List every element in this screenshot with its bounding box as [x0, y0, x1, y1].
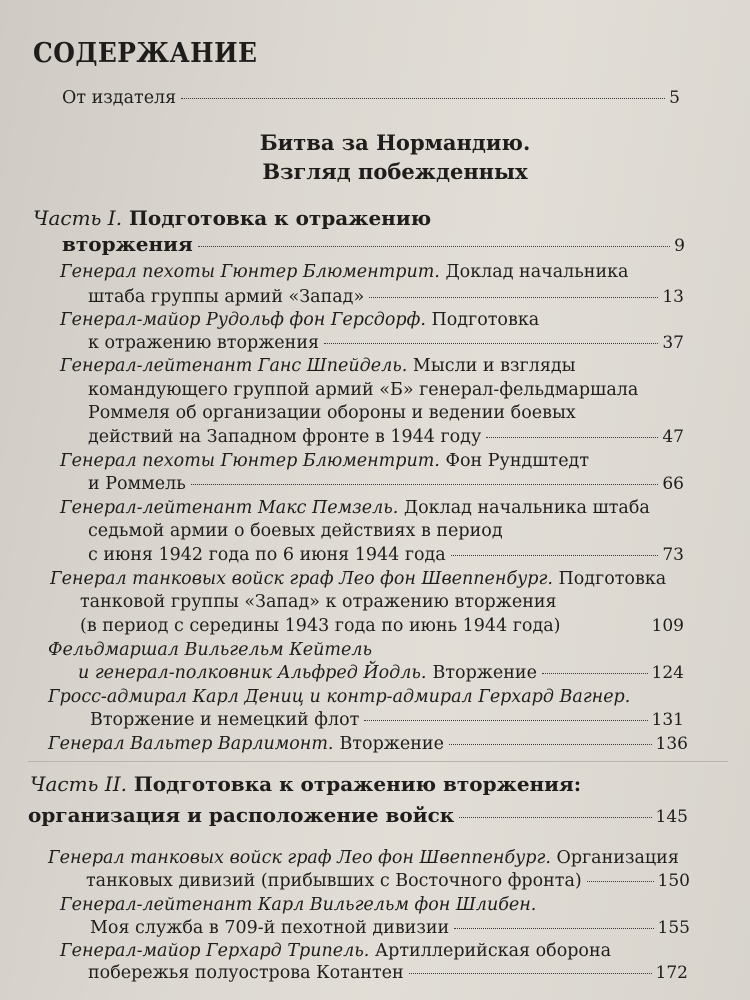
toc-entry-8-line-2[interactable] [90, 710, 684, 730]
part-2-label: Часть II. [30, 772, 127, 796]
toc-entry-12-line-2[interactable] [88, 963, 688, 983]
entry-title-line: Артиллерийская оборона [374, 941, 612, 961]
dot-leader [459, 817, 651, 818]
entry-title-line: штаба группы армий «Запад» [88, 287, 365, 307]
part-1-heading [33, 206, 431, 230]
entry-author: Генерал танковых войск граф Лео фон Швеппенбург. [48, 848, 551, 868]
page-number: 131 [651, 710, 684, 730]
toc-entry-1-line-2[interactable] [88, 287, 684, 307]
entry-author: Генерал-майор Рудольф фон Герсдорф. [60, 310, 426, 330]
entry-title-line: Подготовка [431, 310, 540, 330]
entry-author: Генерал-лейтенант Макс Пемзель. [60, 498, 399, 518]
toc-entry-3-line-2: командующего группой армий «Б» генерал-фельдмаршала [88, 380, 639, 400]
entry-title-line: Мысли и взгляды [412, 356, 576, 376]
page-number: 172 [655, 963, 688, 983]
entry-author: Генерал пехоты Гюнтер Блюментрит. [60, 262, 440, 282]
book-title [20, 128, 750, 186]
dot-leader [364, 720, 647, 721]
entry-title-line: (в период с середины 1943 года по июнь 1944 года) [80, 616, 561, 636]
entry-author: Генерал пехоты Гюнтер Блюментрит. [60, 451, 440, 471]
entry-label: От издателя [62, 88, 177, 108]
page-number: 5 [669, 88, 680, 108]
part-1-label: Часть I. [33, 206, 123, 230]
toc-entry-part-2[interactable] [28, 803, 688, 827]
separator-line [28, 761, 728, 762]
toc-title: СОДЕРЖАНИЕ [33, 38, 258, 69]
page-number: 155 [657, 918, 690, 938]
page-number: 109 [651, 616, 684, 636]
part-1-title-line-2: вторжения [62, 232, 193, 256]
entry-title-line: танковых дивизий (прибывших с Восточного фронта) [86, 871, 582, 891]
entry-author: Генерал-майор Герхард Трипель. [60, 941, 370, 961]
page-number: 37 [662, 333, 684, 353]
entry-title-line: действий на Западном фронте в 1944 году [88, 427, 482, 447]
toc-entry-4-line-1[interactable] [60, 451, 589, 471]
entry-author: Генерал Вальтер Варлимонт. [48, 734, 334, 754]
toc-entry-10-line-2[interactable] [86, 871, 690, 891]
toc-entry-3-line-1[interactable] [60, 356, 576, 376]
page-number: 124 [651, 663, 684, 683]
entry-title-line: Подготовка [558, 569, 667, 589]
part-1-title-line-1: Подготовка к отражению [129, 206, 432, 230]
dot-leader [324, 343, 658, 344]
part-2-title-line-2: организация и расположение войск [28, 803, 455, 827]
toc-entry-5-line-1[interactable] [60, 498, 650, 518]
entry-title-line: Моя служба в 709-й пехотной дивизии [90, 918, 450, 938]
dot-leader [542, 673, 648, 674]
toc-entry-6-line-3[interactable] [80, 616, 684, 636]
book-title-line-1: Битва за Нормандию. [259, 130, 531, 155]
page-number: 150 [657, 871, 690, 891]
dot-leader [486, 437, 658, 438]
part-2-heading [30, 772, 581, 796]
page-number: 47 [662, 427, 684, 447]
dot-leader [198, 246, 670, 247]
toc-entry-6-line-2: танковой группы «Запад» к отражению вторжения [80, 592, 557, 612]
dot-leader [181, 98, 665, 99]
toc-entry-6-line-1[interactable] [50, 569, 666, 589]
toc-entry-part-1[interactable] [62, 232, 685, 256]
toc-entry-9[interactable] [48, 734, 688, 754]
dot-leader [369, 297, 658, 298]
toc-entry-3-line-4[interactable] [88, 427, 684, 447]
toc-entry-intro[interactable] [62, 88, 680, 108]
entry-author: Генерал танковых войск граф Лео фон Швеппенбург. [50, 569, 553, 589]
dot-leader [451, 555, 659, 556]
page-number: 145 [655, 807, 688, 827]
toc-entry-7-line-2[interactable] [78, 663, 684, 683]
toc-entry-4-line-2[interactable] [88, 474, 684, 494]
entry-author: Генерал-лейтенант Ганс Шпейдель. [60, 356, 408, 376]
entry-title-line: и Роммель [88, 474, 186, 494]
page-number: 73 [662, 545, 684, 565]
entry-title-line: Вторжение и немецкий флот [90, 710, 360, 730]
entry-title-line: Фон Рундштедт [445, 451, 590, 471]
dot-leader [454, 928, 653, 929]
entry-title-line: к отражению вторжения [88, 333, 320, 353]
dot-leader [191, 484, 659, 485]
entry-title-line: Вторжение [432, 663, 537, 683]
page-number: 136 [655, 734, 688, 754]
toc-entry-11-line-1[interactable]: Генерал-лейтенант Карл Вильгельм фон Шлибен. [60, 895, 537, 915]
page-number: 66 [662, 474, 684, 494]
entry-title-line: побережья полуострова Котантен [88, 963, 404, 983]
toc-entry-5-line-2: седьмой армии о боевых действиях в период [88, 521, 503, 541]
entry-title-line: Вторжение [339, 734, 444, 754]
toc-entry-5-line-3[interactable] [88, 545, 684, 565]
toc-entry-7-line-1[interactable]: Фельдмаршал Вильгельм Кейтель [48, 640, 373, 660]
book-title-line-2: Взгляд побежденных [262, 159, 528, 184]
dot-leader [409, 973, 652, 974]
toc-entry-8-line-1[interactable]: Гросс-адмирал Карл Дениц и контр-адмирал Герхард Вагнер. [48, 687, 631, 707]
dot-leader [449, 744, 652, 745]
page-number: 9 [674, 236, 685, 256]
page-number: 13 [662, 287, 684, 307]
toc-entry-2-line-1[interactable] [60, 310, 539, 330]
toc-entry-2-line-2[interactable] [88, 333, 684, 353]
entry-author: и генерал-полковник Альфред Йодль. [78, 663, 427, 683]
toc-entry-3-line-3: Роммеля об организации обороны и ведении боевых [88, 403, 576, 423]
dot-leader [587, 881, 654, 882]
toc-entry-11-line-2[interactable] [90, 918, 690, 938]
entry-title-line: Доклад начальника [445, 262, 629, 282]
toc-entry-1-line-1[interactable] [60, 262, 629, 282]
toc-entry-12-line-1[interactable] [60, 941, 611, 961]
entry-title-line: с июня 1942 года по 6 июня 1944 года [88, 545, 446, 565]
entry-title-line: Организация [556, 848, 679, 868]
entry-title-line: Доклад начальника штаба [403, 498, 650, 518]
toc-entry-10-line-1[interactable] [48, 848, 679, 868]
part-2-title-line-1: Подготовка к отражению вторжения: [133, 772, 582, 796]
